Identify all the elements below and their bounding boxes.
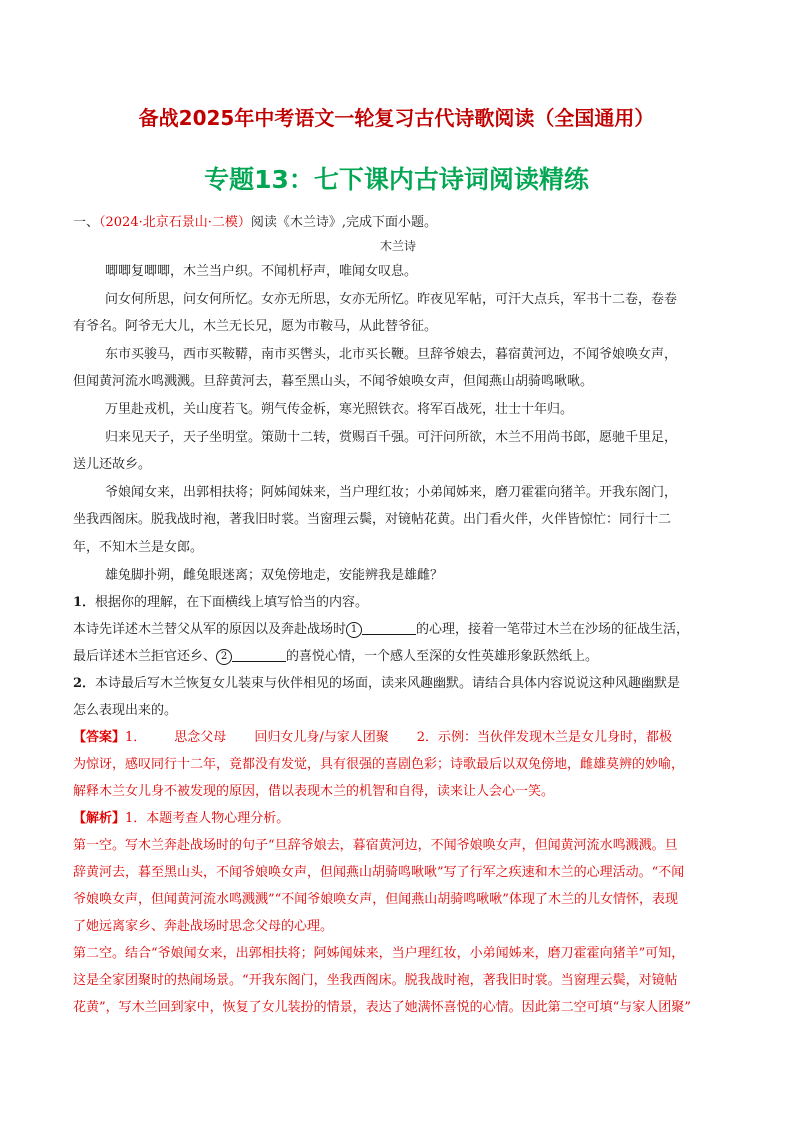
question-1-number: 1． xyxy=(73,595,96,611)
blank-marker-2: 2 xyxy=(216,649,232,665)
answer-section xyxy=(73,724,723,751)
question-1-text-c: 最后详述木兰拒官还乡、 xyxy=(73,649,217,665)
answer-1-blank-2: 回归女儿身/与家人团聚 xyxy=(254,730,389,746)
poem-line: 送儿还故乡。 xyxy=(73,457,152,473)
question-1-text-a: 本诗先详述木兰替父从军的原因以及奔赴战场时 xyxy=(73,622,347,638)
answer-1-blank-1: 思念父母 xyxy=(174,730,227,746)
answer-1-number: 1． xyxy=(125,730,147,746)
document-body xyxy=(73,212,723,1021)
question-1-line-1 xyxy=(73,616,723,643)
question-source: （2024·北京石景山·二模） xyxy=(99,215,251,230)
poem-line: 坐我西阁床。脱我战时袍，著我旧时裳。当窗理云鬓，对镜帖花黄。出门看火伴，火伴皆惊忙：同行十二 xyxy=(73,512,672,528)
question-intro xyxy=(73,212,723,234)
question-number: 一、 xyxy=(73,215,100,230)
poem-line: 但闻黄河流水鸣溅溅。旦辞黄河去，暮至黑山头，不闻爷娘唤女声，但闻燕山胡骑鸣啾啾。 xyxy=(73,374,594,390)
poem-line: 雄兔脚扑朔，雌兔眼迷离；双兔傍地走，安能辨我是雄雌？ xyxy=(105,567,444,583)
analysis-line: 辞黄河去，暮至黑山头，不闻爷娘唤女声，但闻燕山胡骑鸣啾啾”写了行军之疾速和木兰的心理活动。“不闻 xyxy=(73,865,685,881)
question-2 xyxy=(73,670,723,697)
poem-title: 木兰诗 xyxy=(379,239,416,253)
question-2-number: 2． xyxy=(73,676,96,692)
answer-blank-2[interactable] xyxy=(232,647,286,662)
poem-text xyxy=(73,258,723,589)
answer-2-start: 2．示例：当伙伴发现木兰是女儿身时，都极 xyxy=(416,730,672,746)
question-1-text-b: 的心理，接着一笔带过木兰在沙场的征战生活， xyxy=(416,622,690,638)
poem-line: 东市买骏马，西市买鞍鞯，南市买辔头，北市买长鞭。旦辞爷娘去，暮宿黄河边，不闻爷娘唤女声， xyxy=(105,346,678,362)
poem-line: 问女何所思，问女何所忆。女亦无所思，女亦无所忆。昨夜见军帖，可汗大点兵，军书十二卷，卷卷 xyxy=(105,291,678,307)
question-1 xyxy=(73,589,723,616)
answer-blank-1[interactable] xyxy=(362,620,416,635)
poem-line: 爷娘闻女来，出郭相扶将；阿姊闻妹来，当户理红妆；小弟闻姊来，磨刀霍霍向猪羊。开我东阁门， xyxy=(105,484,678,500)
analysis-line: 花黄”，写木兰回到家中，恢复了女儿装扮的情景，表达了她满怀喜悦的心情。因此第二空可填“与家人团聚” xyxy=(73,1000,691,1016)
analysis-line: 第二空。结合“爷娘闻女来，出郭相扶将；阿姊闻妹来，当户理红妆，小弟闻姊来，磨刀霍霍向猪羊”可知， xyxy=(73,946,685,962)
poem-line: 有爷名。阿爷无大儿，木兰无长兄，愿为市鞍马，从此替爷征。 xyxy=(73,319,438,335)
poem-line: 年，不知木兰是女郎。 xyxy=(73,539,204,555)
question-1-line-2 xyxy=(73,643,723,670)
answer-line: 解释木兰女儿身不被发现的原因，借以表现木兰的机智和自得，读来让人会心一笑。 xyxy=(73,784,555,800)
question-1-text: 根据你的理解，在下面横线上填写恰当的内容。 xyxy=(95,595,369,611)
analysis-line: 爷娘唤女声，但闻黄河流水鸣溅溅”“不闻爷娘唤女声，但闻燕山胡骑鸣啾啾”体现了木兰的儿女情怀，表现 xyxy=(73,892,678,908)
answer-label: 【答案】 xyxy=(73,730,126,746)
question-prompt: 阅读《木兰诗》,完成下面小题。 xyxy=(250,215,438,230)
analysis-line: 了她远离家乡、奔赴战场时思念父母的心理。 xyxy=(73,919,334,935)
document-subtitle: 专题13：七下课内古诗词阅读精练 xyxy=(204,165,589,194)
poem-line: 万里赴戎机，关山度若飞。朔气传金柝，寒光照铁衣。将军百战死，壮士十年归。 xyxy=(105,401,574,417)
poem-line: 归来见天子，天子坐明堂。策勋十二转，赏赐百千强。可汗问所欲，木兰不用尚书郎，愿驰千里足， xyxy=(105,429,678,445)
poem-line: 唧唧复唧唧，木兰当户织。不闻机杼声，唯闻女叹息。 xyxy=(105,264,418,279)
analysis-section xyxy=(73,805,723,832)
analysis-line: 这是全家团聚时的热闹场景。“开我东阁门，坐我西阁床。脱我战时袍，著我旧时裳。当窗理云鬓，对镜帖 xyxy=(73,973,678,989)
analysis-line: 第一空。写木兰奔赴战场时的句子“旦辞爷娘去，暮宿黄河边，不闻爷娘唤女声，但闻黄河流水鸣溅溅。旦 xyxy=(73,838,678,854)
analysis-label: 【解析】 xyxy=(73,811,126,827)
answer-line: 为惊讶，感叹同行十二年，竟都没有发觉，具有很强的喜剧色彩；诗歌最后以双兔傍地，雌雄莫辨的妙喻， xyxy=(73,757,685,773)
analysis-intro: 1．本题考查人物心理分析。 xyxy=(125,811,290,827)
question-2-line-2: 怎么表现出来的。 xyxy=(73,703,178,719)
blank-marker-1: 1 xyxy=(346,622,362,638)
document-title: 备战2025年中考语文一轮复习古代诗歌阅读（全国通用） xyxy=(138,106,655,130)
question-1-text-d: 的喜悦心情，一个感人至深的女性英雄形象跃然纸上。 xyxy=(286,649,599,665)
question-2-text: 本诗最后写木兰恢复女儿装束与伙伴相见的场面，读来风趣幽默。请结合具体内容说说这种风趣幽默是 xyxy=(95,676,681,692)
